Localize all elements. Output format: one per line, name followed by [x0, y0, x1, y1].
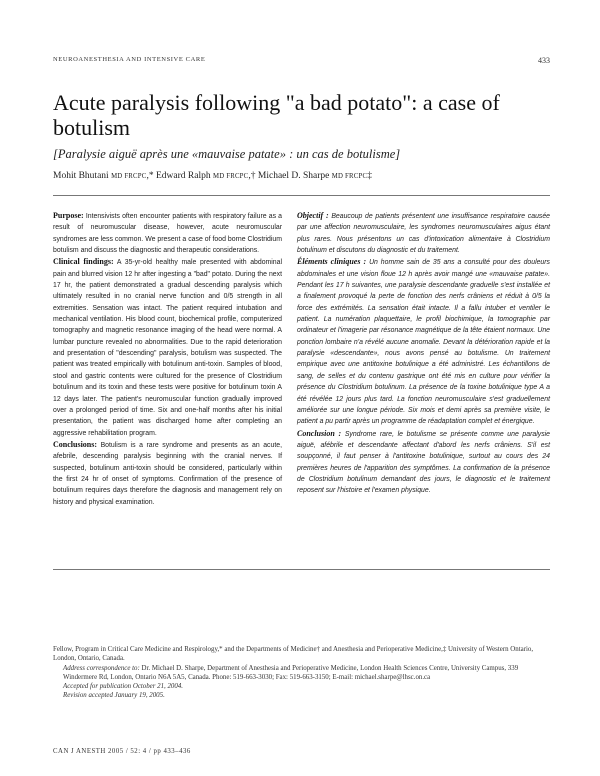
abstract-conclusion-fr: [297, 428, 550, 497]
correspondence-label: Address correspondence to:: [63, 664, 140, 672]
journal-citation: CAN J ANESTH 2005 / 52: 4 / pp 433–436: [53, 748, 191, 755]
abstract-top-rule: [53, 195, 550, 196]
abstract-conclusions: [53, 439, 282, 508]
abstract-purpose: [53, 210, 282, 256]
author-degrees: MD FRCPC: [331, 173, 368, 180]
author-name: Michael D. Sharpe: [257, 171, 330, 181]
abstract-findings: [53, 256, 282, 439]
abstract-objectif: [297, 210, 550, 256]
affiliation-note: Fellow, Program in Critical Care Medicine and Respirology,* and the Departments of Medicine† and Anesthesia and Perioperative Medicine,‡ University of Western Ontario, London, Ontario, Canada.: [53, 646, 534, 663]
article-subtitle-french: [Paralysie aiguë après une «mauvaise patate» : un cas de botulisme]: [53, 147, 401, 161]
running-header: NEUROANESTHESIA AND INTENSIVE CARE: [53, 56, 206, 63]
footnotes: [53, 645, 553, 701]
article-title: Acute paralysis following "a bad potato": a case of botulism: [53, 90, 500, 140]
abstract-elements: [297, 256, 550, 427]
elements-label: Éléments cliniques :: [297, 257, 367, 267]
conclusions-label: Conclusions:: [53, 439, 98, 449]
abstract-french: [297, 210, 550, 497]
author-name: Mohit Bhutani: [53, 171, 109, 181]
revision-note: Revision accepted January 19, 2005.: [63, 692, 165, 700]
accepted-note: Accepted for publication October 21, 2004.: [63, 683, 183, 691]
findings-label: Clinical findings:: [53, 257, 114, 267]
correspondence-text: Dr. Michael D. Sharpe, Department of Anesthesia and Perioperative Medicine, London Health Sciences Centre, University Campus, 339 Windermere Rd, London, Ontario N6A 5A5, Canada. Phone: 519-663-3030; Fax: 519-663-3150; E-mail: michael.sharpe@lhsc.on.ca: [63, 664, 519, 681]
author-degrees: MD FRCPC: [212, 173, 249, 180]
conclusions-text: Botulism is a rare syndrome and presents as an acute, afebrile, descending paralysis beginning with the cranial nerves. If suspected, botulinum anti-toxin should be considered, particularly within the first 24 hr of onset of symptoms. Confirmation of the presence of botulinum requires days therefore the diagnosis and management rely on history and physical examination.: [53, 441, 282, 506]
elements-text: Un homme sain de 35 ans a consulté pour des douleurs abdominales et une vision floue 12 h après avoir mangé une «mauvaise patate». Pendant les 17 h suivantes, une paralysie descendante graduelle s'est installée et a finalement provoqué la perte de fonction des nerfs crâniens et réduit à 0/5 la force des extrémités. La sensation était intacte. Il a fallu intuber et ventiler le patient. La numération plaquettaire, le profil biochimique, la tomographie par ordinateur et l'imagerie par résonance magnétique de la tête étaient normaux. Une ponction lombaire n'a révélé aucune anomalie. Devant la détérioration rapide et la paralysie «descendante», nous avons pensé au botulisme. Un traitement empirique avec une antitoxine botulinique a été administré. Les échantillons de sang, de selles et du contenu gastrique ont été mis en culture pour vérifier la présence du Clostridium botulinum. La présence de la toxine botulinique type A a été révélée 12 jours plus tard. La fonction neuromusculaire s'est graduellement améliorée sur une longue période. Six mois et demi après sa première visite, le patient a pu partir après un programme de réadaptation complet et énergique.: [297, 259, 551, 426]
conclusion-text: Syndrome rare, le botulisme se présente comme une paralysie aiguë, afébrile et descendante affectant d'abord les nerfs crâniens. S'il est soupçonné, il faut penser à l'antitoxine botulinique, surtout au cours des 24 premières heures de l'apparition des symptômes. La confirmation de la présence de Clostridium botulinum demandant des jours, le diagnostic et le traitement reposent sur l'histoire et l'examen physique.: [297, 430, 550, 495]
findings-text: A 35-yr-old healthy male presented with abdominal pain and blurred vision 12 hr after ingesting a "bad" potato. During the next 17 hr, the patient demonstrated a gradual descending paralysis which ultimately resulted in no cranial nerve function and 0/5 strength in all extremities. Sensation was intact. The patient required intubation and mechanical ventilation. His blood count, biochemical profile, computerized tomography and magnetic resonance imaging of the head were normal. A lumbar puncture revealed no abnormalities. Due to the rapid deterioration and presentation of "descending" paralysis, botulism was suspected. The patient was treated empirically with botulinum anti-toxin. Samples of blood, stool and gastric contents were cultured for the presence of Clostridium botulinum and its toxin and these tests were positive for botulinum toxin A 12 days later. The patient's neuromuscular function gradually improved over a prolonged period of time. Six and one-half months after his initial presentation, the patient was discharged home after completing an aggressive rehabilitation program.: [53, 259, 282, 437]
objectif-text: Beaucoup de patients présentent une insuffisance respiratoire causée par une affection neuromusculaire, les syndromes neuromusculaires aigus étant plus rares. Nous présentons un cas d'intoxication alimentaire à Clostridium botulinum et discutons du diagnostic et du traitement.: [297, 213, 551, 255]
abstract-bottom-rule: [53, 569, 550, 570]
objectif-label: Objectif :: [297, 211, 329, 220]
author-degrees: MD FRCPC: [111, 173, 147, 180]
author-mark: ,*: [146, 171, 154, 181]
purpose-label: Purpose:: [53, 211, 84, 220]
author-mark: ,†: [248, 171, 256, 181]
author-mark: ‡: [367, 171, 372, 181]
author-name: Edward Ralph: [155, 171, 211, 181]
author-list: [53, 171, 553, 181]
page-number: 433: [538, 56, 550, 65]
conclusion-label: Conclusion :: [297, 428, 342, 438]
purpose-text: Intensivists often encounter patients with respiratory failure as a result of neuromuscular disease, however, acute neuromuscular syndromes are less common. We present a case of food borne Clostridium botulism and discuss the diagnostic and therapeutic considerations.: [53, 213, 283, 255]
abstract-english: [53, 210, 282, 508]
correspondence-note: [53, 664, 553, 683]
